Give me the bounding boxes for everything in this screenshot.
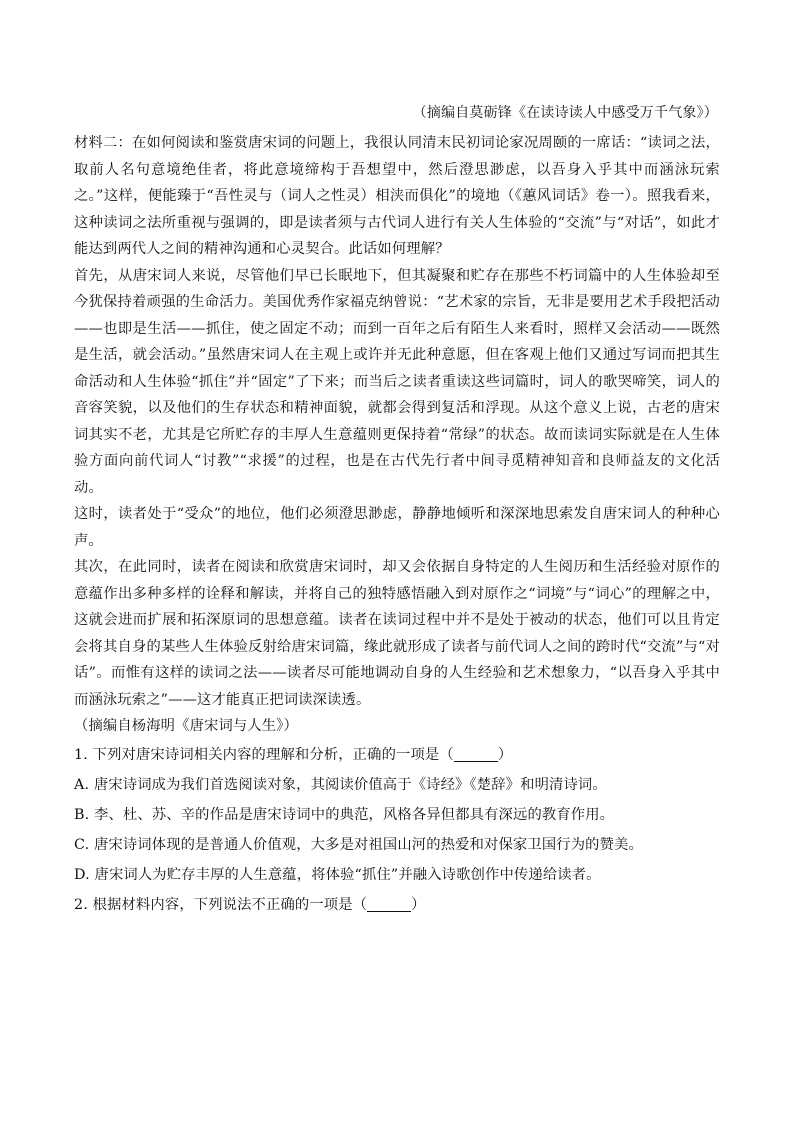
- question-2-stem: 2. 根据材料内容，下列说法不正确的一项是（: [74, 896, 368, 913]
- question-1: [74, 740, 720, 770]
- source-citation-1: （摘编自莫砺锋《在读诗读人中感受万千气象》）: [412, 105, 718, 121]
- answer-blank-2[interactable]: [367, 897, 411, 912]
- paragraph-material-two: 材料二：在如何阅读和鉴赏唐宋词的问题上，我很认同清末民初词论家况周颐的一席话：“读词之法，取前人名句意境绝佳者，将此意境缔构于吾想望中，然后澄思渺虑，以吾身入乎其中而涵泳玩索之。”这样，便能臻于“吾性灵与（词人之性灵）相浃而俱化”的境地（《蕙风词话》卷一）。照我看来，这种读词之法所重视与强调的，即是读者须与古代词人进行有关人生体验的“交流”与“对话”，如此才能达到两代人之间的精神沟通和心灵契合。此话如何理解？: [74, 135, 720, 257]
- article-body: [74, 130, 720, 920]
- source-citation-2: （摘编自杨海明《唐宋词与人生》）: [74, 718, 298, 734]
- question-1-stem: 1. 下列对唐宋诗词相关内容的理解和分析，正确的一项是（: [74, 746, 454, 763]
- question-1-stem-end: ）: [497, 746, 513, 763]
- answer-blank-1[interactable]: [454, 747, 498, 762]
- option-c: C. 唐宋诗词体现的是普通人价值观，大多是对祖国山河的热爱和对保家卫国行为的赞美。: [74, 836, 643, 853]
- paragraph-first: 首先，从唐宋词人来说，尽管他们早已长眠地下，但其凝聚和贮存在那些不朽词篇中的人生体验却至今犹保持着顽强的生命活力。美国优秀作家福克纳曾说：“艺术家的宗旨，无非是要用艺术手段把活动——也即是生活——抓住，使之固定不动；而到一百年之后有陌生人来看时，照样又会活动——既然是生活，就会活动。”虽然唐宋词人在主观上或许并无此种意愿，但在客观上他们又通过写词而把其生命活动和人生体验“抓住”并“固定”了下来；而当后之读者重读这些词篇时，词人的歌哭啼笑，词人的音容笑貌，以及他们的生存状态和精神面貌，就都会得到复活和浮现。从这个意义上说，古老的唐宋词其实不老，尤其是它所贮存的丰厚人生意蕴则更保持着“常绿”的状态。故而读词实际就是在人生体验方面向前代词人“讨教”“求援”的过程，也是在古代先行者中间寻觅精神知音和良师益友的文化活动。: [74, 267, 720, 496]
- option-a: A. 唐宋诗词成为我们首选阅读对象，其阅读价值高于《诗经》《楚辞》和明清诗词。: [74, 776, 607, 793]
- question-2-stem-end: ）: [411, 896, 426, 913]
- question-2: [74, 890, 720, 920]
- option-b: B. 李、杜、苏、辛的作品是唐宋诗词中的典范，风格各异但都具有深远的教育作用。: [74, 806, 615, 823]
- paragraph-reader-role: 这时，读者处于“受众”的地位，他们必须澄思渺虑，静静地倾听和深深地思索发自唐宋词人的种种心声。: [74, 506, 720, 549]
- paragraph-second: 其次，在此同时，读者在阅读和欣赏唐宋词时，却又会依据自身特定的人生阅历和生活经验对原作的意蕴作出多种多样的诠释和解读，并将自己的独特感悟融入到对原作之“词境”与“词心”的理解之中，这就会进而扩展和拓深原词的思想意蕴。读者在读词过程中并不是处于被动的状态，他们可以且肯定会将其自身的某些人生体验反射给唐宋词篇，缘此就形成了读者与前代词人之间的跨时代“交流”与“对话”。而惟有这样的读词之法——读者尽可能地调动自身的人生经验和艺术想象力，“以吾身入乎其中而涵泳玩索之”——这才能真正把词读深读透。: [74, 559, 720, 708]
- option-d: D. 唐宋词人为贮存丰厚的人生意蕴，将体验“抓住”并融入诗歌创作中传递给读者。: [74, 866, 601, 883]
